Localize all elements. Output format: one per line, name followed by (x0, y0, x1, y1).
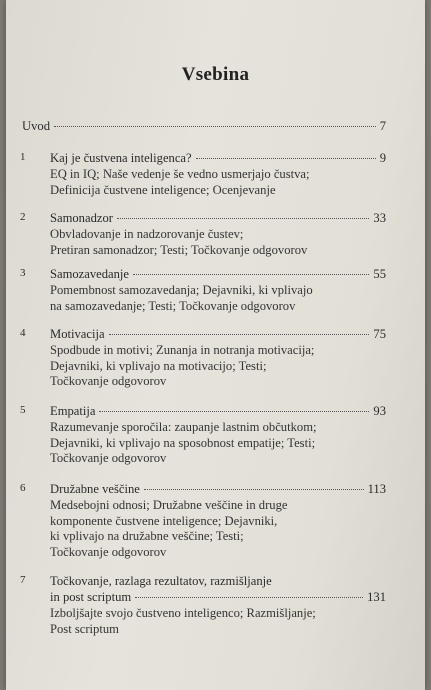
dot-leader (54, 126, 376, 127)
dot-leader (135, 597, 363, 598)
chapter-number: 7 (20, 574, 26, 586)
chapter-number: 5 (20, 404, 26, 416)
chapter-title: Družabne veščine (50, 482, 140, 496)
chapter-subtopics: Razumevanje sporočila: zaupanje lastnim občutkom; (50, 420, 317, 434)
page-number: 131 (367, 590, 386, 604)
chapter-subtopics: Obvladovanje in nadzorovanje čustev; (50, 227, 244, 241)
chapter-number: 4 (20, 327, 26, 339)
chapter-title: Motivacija (50, 327, 105, 341)
chapter-subtopics: Točkovanje odgovorov (50, 544, 167, 559)
dot-leader (99, 411, 369, 412)
chapter-number: 2 (20, 211, 26, 223)
dot-leader (144, 489, 364, 490)
chapter-subtopics: EQ in IQ; Naše vedenje še vedno usmerjajo čustva; (50, 167, 310, 181)
chapter-number: 6 (20, 482, 26, 494)
chapter-title: Kaj je čustvena inteligenca? (50, 151, 192, 165)
chapter-title: Samozavedanje (50, 267, 130, 281)
chapter-subtopics: Spodbude in motivi; Zunanja in notranja motivacija; (50, 343, 315, 357)
chapter-subtopics: Izboljšajte svojo čustveno inteligenco; Razmišljanje; (50, 606, 316, 620)
chapter-subtopics: Definicija čustvene inteligence; Ocenjevanje (50, 182, 276, 197)
page-number: 33 (373, 211, 386, 225)
chapter-number: 3 (20, 267, 26, 279)
chapter-title: in post scriptum (50, 590, 132, 604)
page-number: 55 (373, 267, 386, 281)
chapter-title: Točkovanje, razlaga rezultatov, razmišljanje (50, 574, 272, 588)
chapter-subtopics: Pretiran samonadzor; Testi; Točkovanje odgovorov (50, 242, 308, 257)
chapter-subtopics: Dejavniki, ki vplivajo na sposobnost empatije; Testi; (50, 435, 316, 450)
page-number: 113 (367, 482, 386, 496)
chapter-title: Empatija (50, 404, 96, 418)
chapter-number: 1 (20, 151, 26, 163)
dot-leader (196, 158, 376, 159)
chapter-subtopics: komponente čustvene inteligence; Dejavniki, (50, 513, 278, 528)
dot-leader (117, 218, 369, 219)
page-number: 9 (379, 151, 386, 165)
page-number: 7 (379, 119, 386, 133)
chapter-title: Uvod (22, 119, 50, 133)
chapter-subtopics: ki vplivajo na družabne veščine; Testi; (50, 529, 244, 543)
chapter-title: Samonadzor (50, 211, 113, 225)
chapter-subtopics: Dejavniki, ki vplivajo na motivacijo; Testi; (50, 358, 267, 373)
dot-leader (109, 334, 370, 335)
dot-leader (133, 274, 369, 275)
chapter-subtopics: Pomembnost samozavedanja; Dejavniki, ki vplivajo (50, 283, 313, 297)
page-number: 75 (373, 327, 386, 341)
chapter-subtopics: Točkovanje odgovorov (50, 451, 167, 465)
page-title: Vsebina (181, 64, 250, 85)
chapter-subtopics: Post scriptum (50, 621, 119, 636)
chapter-subtopics: Točkovanje odgovorov (50, 374, 167, 388)
chapter-subtopics: na samozavedanje; Testi; Točkovanje odgovorov (50, 298, 296, 313)
chapter-subtopics: Medsebojni odnosi; Družabne veščine in druge (50, 498, 288, 512)
page-number: 93 (373, 404, 386, 418)
